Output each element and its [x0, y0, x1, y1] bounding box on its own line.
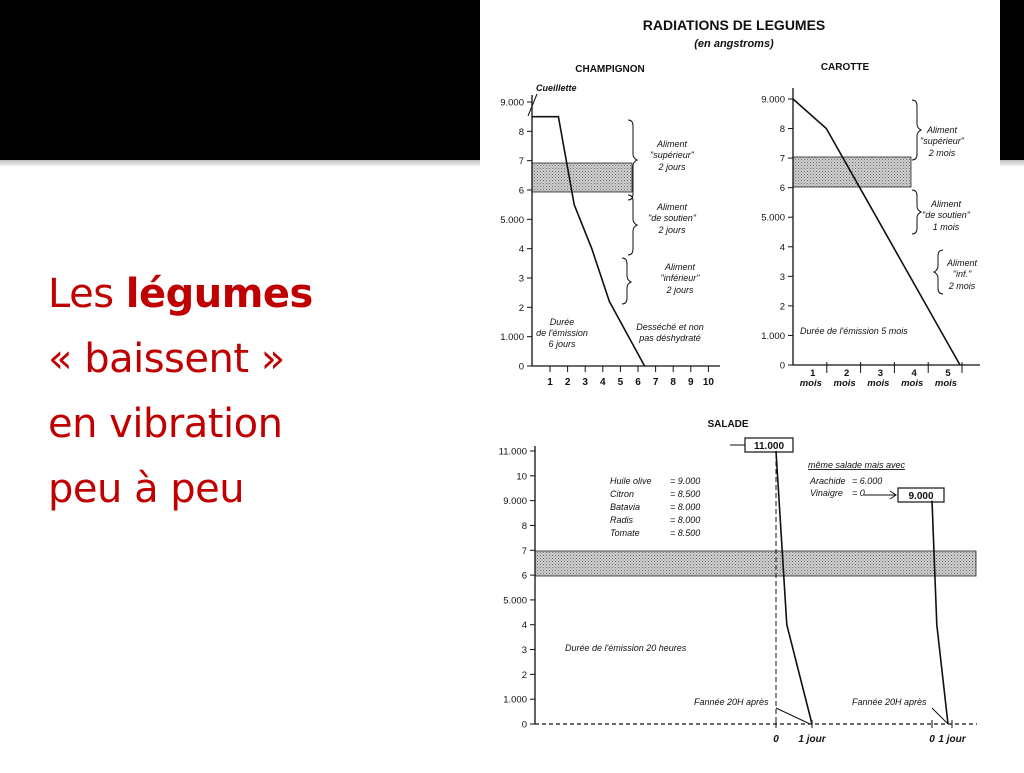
- brace-inferieur: [934, 250, 943, 294]
- y-tick-label: 4: [779, 242, 785, 254]
- y-tick-label: 1.000: [503, 694, 527, 706]
- x-tick-label: 1: [547, 377, 553, 388]
- zone-band-carotte: [793, 157, 911, 187]
- title-prefix: Les: [48, 271, 126, 317]
- scanned-figure: [480, 0, 1000, 768]
- y-tick-label: 1.000: [500, 332, 524, 344]
- zone-dur-sout: 2 jours: [658, 225, 686, 235]
- zone-label-inf2: "inf.": [952, 269, 972, 279]
- variant-name: Vinaigre: [810, 488, 843, 498]
- brace-soutien: [628, 195, 637, 255]
- annotation-cueillette: Cueillette: [536, 83, 577, 93]
- x-tick-label: 9: [688, 377, 694, 388]
- y-tick-label: 9.000: [503, 496, 527, 508]
- x-tick-label: 2: [564, 377, 571, 388]
- y-tick-label: 4: [521, 620, 527, 632]
- brace-superior: [912, 100, 921, 160]
- title-line-4: peu à peu: [48, 466, 245, 512]
- zone-label-sout2: "de soutien": [922, 210, 970, 220]
- zone-label-sup: Aliment: [926, 125, 958, 135]
- chart-title-champignon: CHAMPIGNON: [575, 64, 645, 75]
- brace-soutien: [912, 190, 921, 234]
- series-line-2: [932, 501, 948, 724]
- x-tick-label: 0: [929, 734, 935, 745]
- zone-dur-inf: 2 jours: [666, 285, 694, 295]
- figure-svg: [480, 0, 1000, 768]
- y-tick-label: 8: [779, 124, 785, 136]
- zone-label-sout2: "de soutien": [648, 213, 696, 223]
- zone-label-sout: Aliment: [656, 202, 688, 212]
- variant-value: = 6.000: [852, 476, 883, 486]
- y-tick-label: 7: [518, 156, 524, 168]
- x-tick-label: 5: [617, 377, 624, 388]
- y-tick-label: 9.000: [500, 97, 524, 109]
- brace-inferieur: [622, 258, 631, 304]
- y-tick-label: 7: [521, 545, 527, 557]
- x-tick-unit: mois: [833, 378, 856, 389]
- y-tick-label: 0: [779, 360, 785, 372]
- slide-title: [48, 262, 468, 522]
- ingredient-value: = 8.500: [670, 528, 701, 538]
- x-tick-label: 10: [702, 377, 714, 388]
- y-tick-label: 6: [521, 570, 527, 582]
- champ-end-1: Desséché et non: [636, 322, 704, 332]
- y-tick-label: 10: [516, 471, 527, 483]
- champ-end-2: pas déshydraté: [639, 333, 701, 343]
- chart-champignon: [500, 64, 720, 388]
- title-line-1: [48, 262, 468, 327]
- y-tick-label: 0: [518, 361, 524, 373]
- x-tick-label: 4: [911, 368, 917, 379]
- y-tick-label: 2: [518, 302, 524, 314]
- chart-carotte: [761, 62, 980, 389]
- y-tick-label: 5.000: [761, 212, 785, 224]
- title-bold-word: légumes: [125, 271, 313, 317]
- champ-duration-3: 6 jours: [548, 339, 576, 349]
- zone-label-sup2: "supérieur": [650, 150, 694, 160]
- y-tick-label: 9.000: [761, 94, 785, 106]
- title-line-3: en vibration: [48, 401, 283, 447]
- zone-band-salade: [535, 551, 976, 576]
- y-tick-label: 3: [518, 273, 524, 285]
- x-tick-label: 1 jour: [938, 734, 966, 745]
- x-tick-label: 6: [635, 377, 641, 388]
- figure-subtitle: (en angstroms): [694, 38, 774, 50]
- x-tick-label: 5: [945, 368, 951, 379]
- wilted-arrow-1: [776, 708, 810, 724]
- ingredient-value: = 8.000: [670, 515, 701, 525]
- zone-dur-sout: 1 mois: [932, 222, 960, 232]
- y-tick-label: 0: [521, 719, 527, 731]
- ingredient-value: = 8.000: [670, 502, 701, 512]
- chart-title-salade: SALADE: [707, 419, 749, 430]
- x-tick-label: 1 jour: [798, 734, 826, 745]
- y-tick-label: 2: [779, 301, 785, 313]
- x-tick-label: 3: [877, 368, 884, 379]
- wilted-label-2: Fannée 20H après: [852, 697, 927, 707]
- zone-label-sup2: "supérieur": [920, 136, 964, 146]
- y-tick-label: 4: [518, 244, 524, 256]
- x-tick-unit: mois: [799, 378, 822, 389]
- y-tick-label: 8: [518, 126, 524, 138]
- x-tick-label: 8: [670, 377, 676, 388]
- variant-title: même salade mais avec: [808, 460, 906, 470]
- zone-label-sup: Aliment: [656, 139, 688, 149]
- y-tick-label: 5.000: [500, 214, 524, 226]
- x-tick-label: 2: [843, 368, 850, 379]
- x-tick-unit: mois: [934, 378, 958, 389]
- chart-salade: [499, 419, 977, 745]
- zone-label-inf2: "inférieur": [660, 273, 700, 283]
- ingredient-value: = 9.000: [670, 476, 701, 486]
- series-line-1: [776, 451, 812, 724]
- x-tick-label: 4: [600, 377, 606, 388]
- y-tick-label: 2: [521, 669, 527, 681]
- car-duration: Durée de l'émission 5 mois: [800, 326, 908, 336]
- y-tick-label: 7: [779, 153, 785, 165]
- y-tick-label: 6: [518, 185, 524, 197]
- ingredient-name: Citron: [610, 489, 635, 499]
- zone-band-champignon: [532, 163, 632, 192]
- y-tick-label: 8: [521, 520, 527, 532]
- x-tick-label: 0: [773, 734, 779, 745]
- champ-duration-1: Durée: [549, 317, 575, 327]
- x-tick-label: 1: [810, 368, 816, 379]
- peak-value-1: 11.000: [753, 441, 785, 452]
- zone-dur-inf: 2 mois: [948, 281, 976, 291]
- ingredient-name: Batavia: [610, 502, 641, 512]
- y-tick-label: 1.000: [761, 330, 785, 342]
- zone-dur-sup: 2 jours: [658, 162, 686, 172]
- wilted-arrow-2: [932, 708, 948, 724]
- chart-title-carotte: CAROTTE: [820, 62, 870, 73]
- x-tick-unit: mois: [901, 378, 924, 389]
- zone-label-sout: Aliment: [930, 199, 962, 209]
- variant-name: Arachide: [810, 476, 846, 486]
- champ-duration-2: de l'émission: [536, 328, 588, 338]
- y-tick-label: 5.000: [503, 595, 527, 607]
- zone-dur-sup: 2 mois: [928, 148, 956, 158]
- peak-value-2: 9.000: [908, 491, 934, 502]
- x-tick-unit: mois: [867, 378, 890, 389]
- y-tick-label: 11.000: [498, 446, 527, 458]
- y-tick-label: 6: [779, 183, 785, 195]
- ingredient-value: = 8.500: [670, 489, 701, 499]
- sal-duration: Durée de l'émission 20 heures: [565, 643, 687, 653]
- x-tick-label: 7: [652, 377, 659, 388]
- ingredient-name: Tomate: [610, 528, 640, 538]
- y-tick-label: 3: [779, 271, 785, 283]
- zone-label-inf: Aliment: [664, 262, 696, 272]
- ingredient-name: Huile olive: [610, 476, 652, 486]
- y-tick-label: 3: [521, 645, 527, 657]
- wilted-label-1: Fannée 20H après: [694, 697, 769, 707]
- variant-value: = 0: [852, 488, 865, 498]
- ingredient-name: Radis: [610, 515, 634, 525]
- zone-label-inf: Aliment: [946, 258, 978, 268]
- title-line-2: « baissent »: [48, 336, 285, 382]
- x-tick-label: 3: [582, 377, 588, 388]
- figure-title: RADIATIONS DE LEGUMES: [642, 17, 826, 33]
